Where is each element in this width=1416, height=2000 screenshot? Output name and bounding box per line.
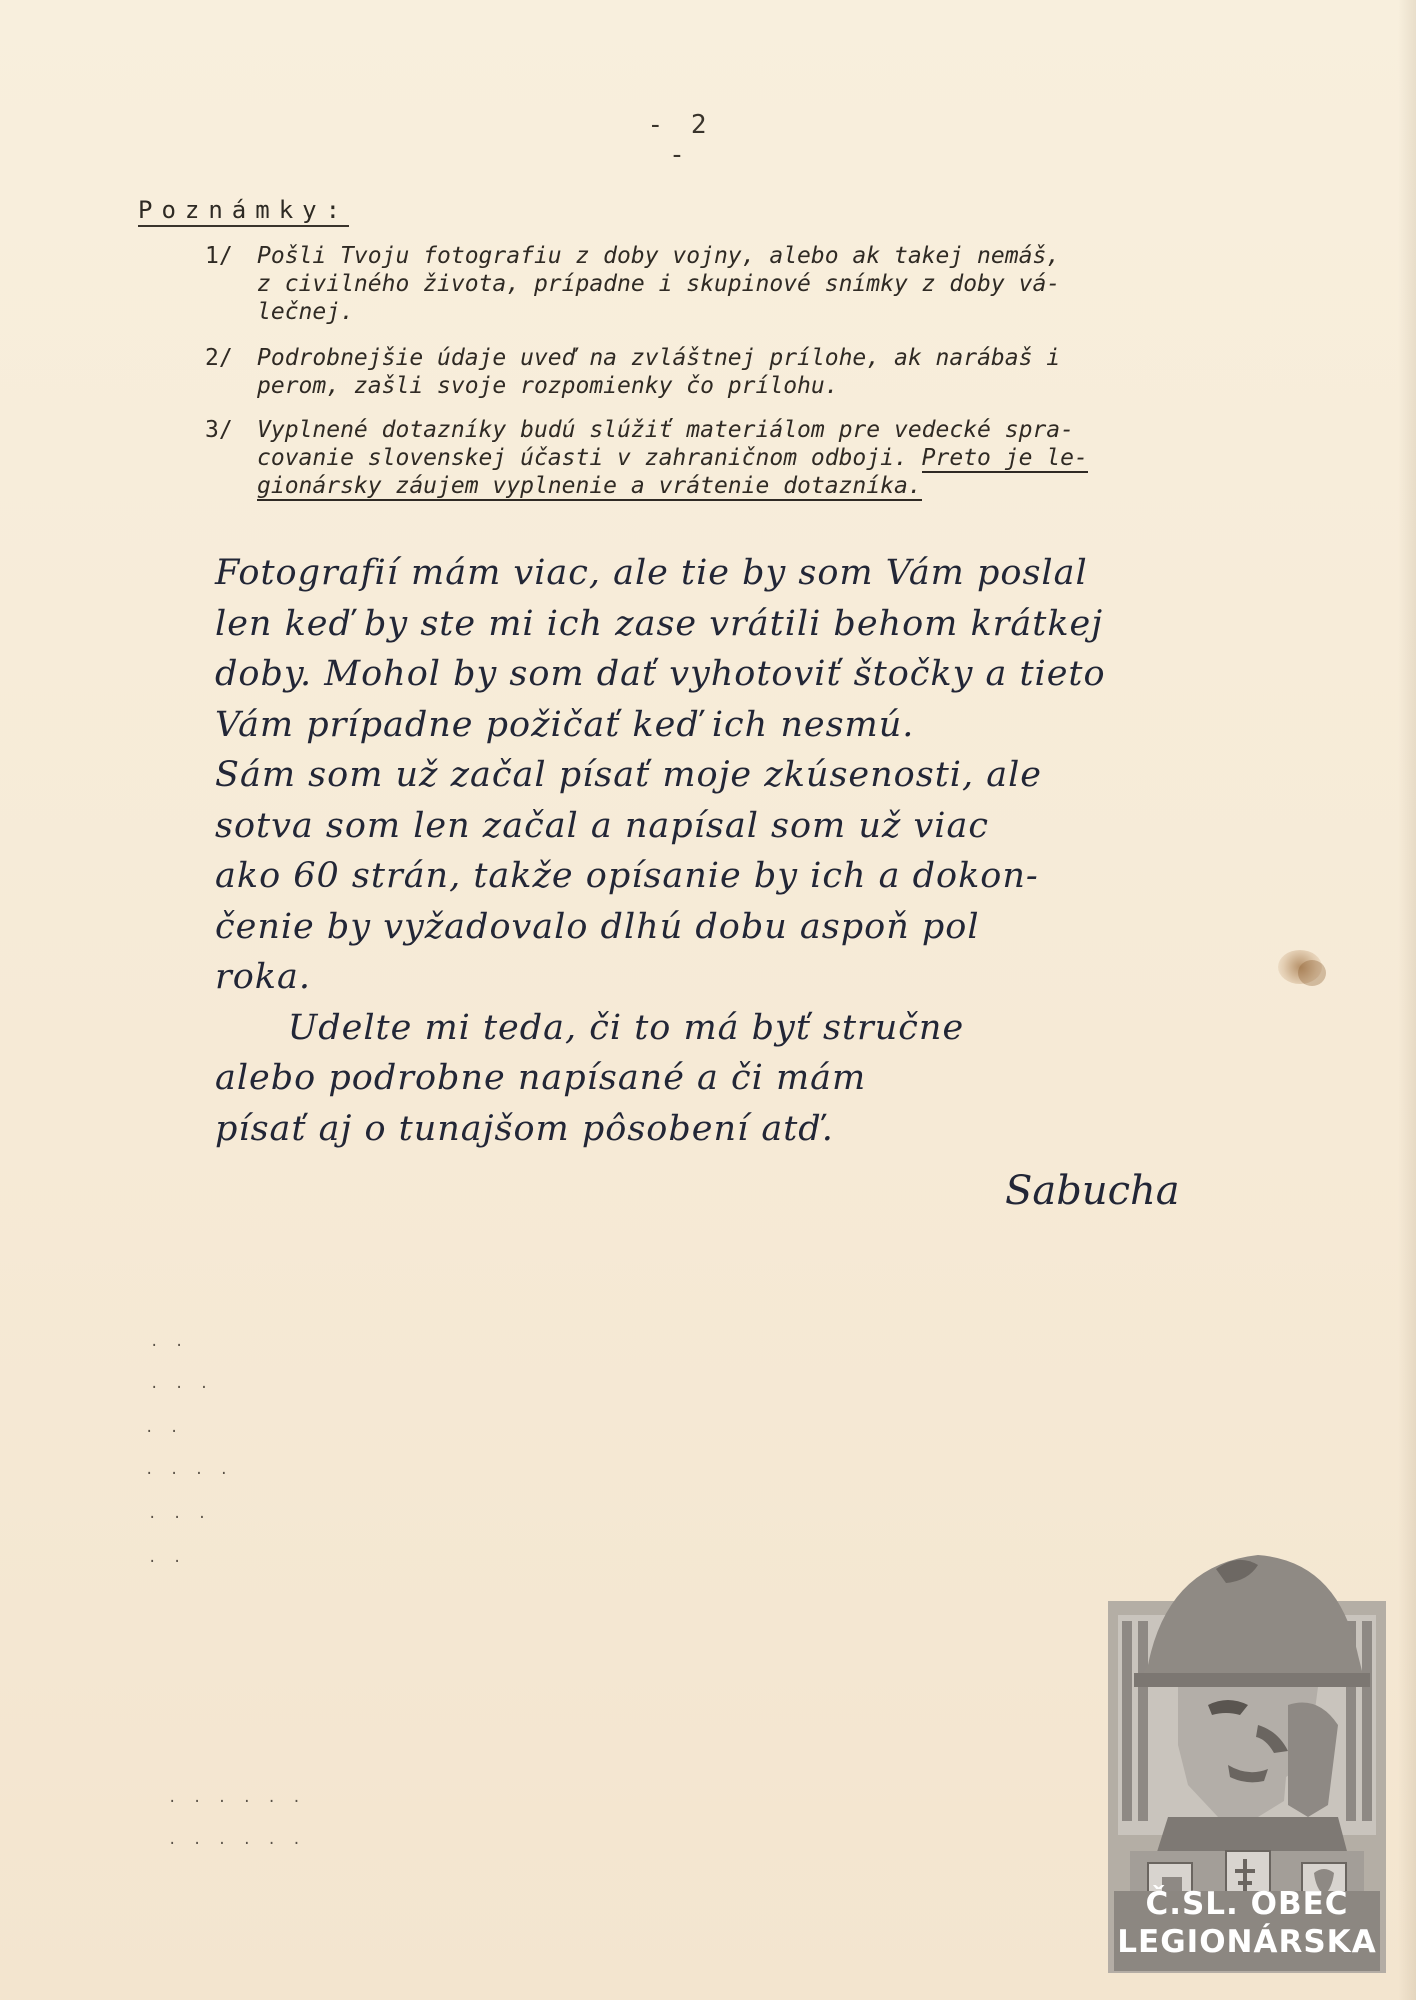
margin-dots: . . . bbox=[148, 1506, 211, 1522]
paper-edge-shadow bbox=[1398, 0, 1416, 2000]
handwritten-line: Sám som už začal písať moje zkúsenosti, ale bbox=[215, 755, 1042, 795]
handwritten-line: čenie by vyžadovalo dlhú dobu aspoň pol bbox=[215, 906, 980, 947]
handwritten-line: alebo podrobne napísané a či mám bbox=[215, 1058, 867, 1098]
margin-dots: . . . bbox=[150, 1376, 213, 1392]
note-number: 1/ bbox=[205, 243, 233, 269]
margin-dots: . . bbox=[145, 1420, 183, 1436]
margin-dots: . . . . . . bbox=[168, 1790, 305, 1806]
note-text bbox=[257, 242, 1267, 326]
note-line: Podrobnejšie údaje uveď na zvláštnej prílohe, ak narábaš i bbox=[257, 345, 1061, 371]
note-text bbox=[257, 416, 1267, 500]
page-number: - 2 - bbox=[647, 110, 713, 170]
handwritten-line: písať aj o tunajšom pôsobení atď. bbox=[215, 1108, 834, 1149]
note-text bbox=[257, 344, 1267, 400]
handwritten-line: ako 60 strán, takže opísanie by ich a dokon- bbox=[215, 856, 1039, 896]
handwritten-line: Vám prípadne požičať keď ich nesmú. bbox=[215, 704, 915, 745]
signature: Sabucha bbox=[1005, 1168, 1180, 1214]
note-line: lečnej. bbox=[257, 299, 354, 325]
handwritten-reply bbox=[215, 548, 1345, 1154]
handwritten-line: doby. Mohol by som dať vyhotoviť štočky a tieto bbox=[215, 654, 1106, 694]
handwritten-line: len keď by ste mi ich zase vrátili behom krátkej bbox=[215, 603, 1104, 644]
note-number: 2/ bbox=[205, 345, 233, 371]
handwritten-line: Udelte mi teda, či to má byť stručne bbox=[215, 1007, 965, 1048]
note-line: perom, zašli svoje rozpomienky čo prílohu. bbox=[257, 373, 839, 399]
note-line bbox=[257, 472, 1267, 500]
watermark-line-2: LEGIONÁRSKA bbox=[1117, 1924, 1377, 1960]
margin-dots: . . . . bbox=[145, 1462, 233, 1478]
margin-dots: . . bbox=[150, 1334, 188, 1350]
underlined-text: gionársky záujem vyplnenie a vrátenie dotazníka. bbox=[257, 473, 922, 499]
note-line: z civilného života, prípadne i skupinové snímky z doby vá- bbox=[257, 271, 1061, 297]
handwritten-line: Fotografií mám viac, ale tie by som Vám poslal bbox=[215, 553, 1088, 593]
note-line bbox=[257, 444, 1267, 472]
margin-dots: . . bbox=[148, 1550, 186, 1566]
notes-heading: Poznámky: bbox=[138, 196, 349, 227]
underlined-text: Preto je le- bbox=[921, 445, 1088, 471]
note-line: Pošli Tvoju fotografiu z doby vojny, alebo ak takej nemáš, bbox=[257, 243, 1061, 269]
handwritten-line: roka. bbox=[215, 957, 312, 997]
margin-dots: . . . . . . bbox=[168, 1832, 305, 1848]
note-number: 3/ bbox=[205, 417, 233, 443]
handwritten-line: sotva som len začal a napísal som už viac bbox=[215, 805, 989, 846]
ink-stain bbox=[1298, 960, 1326, 986]
note-line-part: covanie slovenskej účasti v zahraničnom odboji. bbox=[257, 445, 922, 471]
watermark-line-1: Č.SL. OBEC bbox=[1145, 1886, 1349, 1922]
note-line: Vyplnené dotazníky budú slúžiť materiálom pre vedecké spra- bbox=[257, 417, 1074, 443]
